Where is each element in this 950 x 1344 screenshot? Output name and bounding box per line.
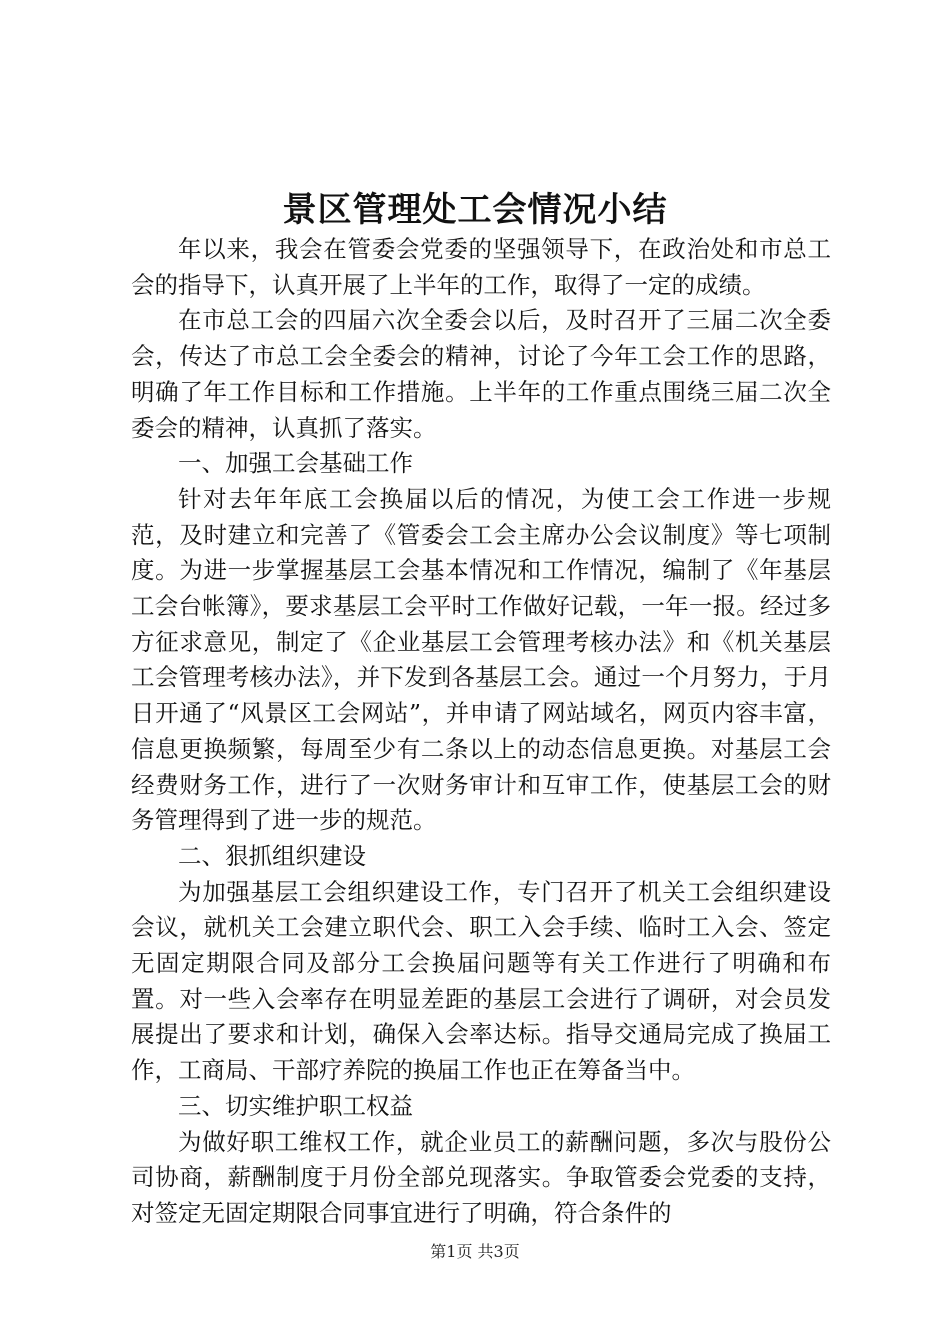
document-title: 景区管理处工会情况小结 <box>282 190 668 230</box>
section-heading: 二、狠抓组织建设 <box>178 841 366 870</box>
page-footer: 第1页 共3页 <box>430 1242 520 1261</box>
paragraph: 为加强基层工会组织建设工作，专门召开了机关工会组织建设会议，就机关工会建立职代会、职工入会手续、临时工入会、签定无固定期限合同及部分工会换届问题等有关工作进行了明确和布置。对一些入会率存在明显差距的基层工会进行了调研，对会员发展提出了要求和计划，确保入会率达标。指导交通局完成了换届工作，工商局、干部疗养院的换届工作也正在筹备当中。 <box>131 877 831 1085</box>
document-body <box>131 232 831 1232</box>
paragraph: 年以来，我会在管委会党委的坚强领导下，在政治处和市总工会的指导下，认真开展了上半年的工作，取得了一定的成绩。 <box>131 235 831 299</box>
section-heading: 三、切实维护职工权益 <box>178 1091 413 1120</box>
paragraph: 在市总工会的四届六次全委会以后，及时召开了三届二次全委会，传达了市总工会全委会的精神，讨论了今年工会工作的思路，明确了年工作目标和工作措施。上半年的工作重点围绕三届二次全委会的精神，认真抓了落实。 <box>131 306 831 442</box>
section-heading: 一、加强工会基础工作 <box>178 449 413 478</box>
paragraph: 为做好职工维权工作，就企业员工的薪酬问题，多次与股份公司协商，薪酬制度于月份全部兑现落实。争取管委会党委的支持，对签定无固定期限合同事宜进行了明确，符合条件的 <box>131 1127 831 1227</box>
paragraph: 针对去年年底工会换届以后的情况，为使工会工作进一步规范，及时建立和完善了《管委会工会主席办公会议制度》等七项制度。为进一步掌握基层工会基本情况和工作情况，编制了《年基层工会台帐簿》，要求基层工会平时工作做好记载，一年一报。经过多方征求意见，制定了《企业基层工会管理考核办法》和《机关基层工会管理考核办法》，并下发到各基层工会。通过一个月努力，于月日开通了“风景区工会网站”，并申请了网站域名，网页内容丰富，信息更换频繁，每周至少有二条以上的动态信息更换。对基层工会经费财务工作，进行了一次财务审计和互审工作，使基层工会的财务管理得到了进一步的规范。 <box>131 484 831 835</box>
